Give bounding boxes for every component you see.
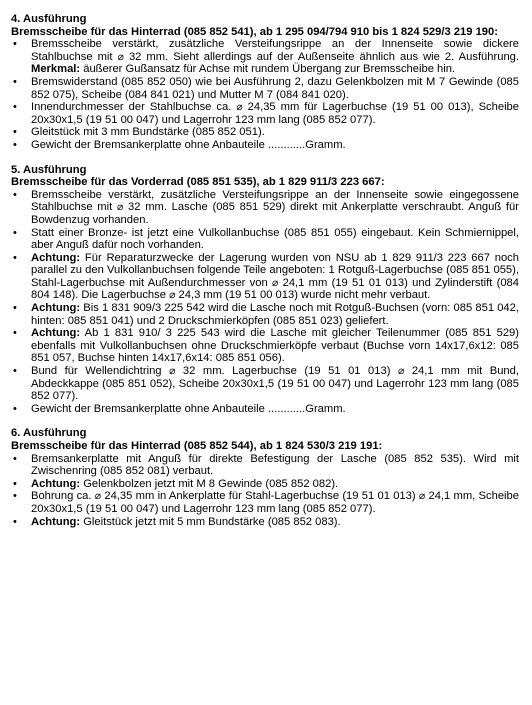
bullet-icon: •: [13, 402, 17, 415]
bullet-icon: •: [13, 188, 17, 201]
bullet-icon: •: [13, 490, 17, 503]
item-text: 32 mm. Lasche (085 851 529) direkt mit Ankerplatte verschraubt. Anguß für Bowdenzug vorhanden.: [31, 201, 519, 226]
item-text: 24,35 mm in Ankerplatte für Stahl-Lagerbuchse (19 51 01 013): [101, 490, 419, 503]
section-subheading: Bremsscheibe für das Vorderrad (085 851 535), ab 1 829 911/3 223 667:: [11, 176, 385, 189]
list-item: [11, 478, 519, 491]
item-text: Statt einer Bronze- ist jetzt eine Vulkollanbuchse (085 851 055) eingebaut. Kein Schmiernippel, aber Anguß dafür noch vorhanden.: [31, 226, 519, 252]
bullet-icon: •: [13, 477, 17, 490]
section-6: [11, 427, 519, 528]
bullet-list: [11, 38, 519, 151]
item-text: Bremswiderstand (085 852 050) wie bei Ausführung 2, dazu Gelenkbolzen mit M 7 Gewinde (085 852 075), Scheibe (084 841 021) und Mutter M 7 (084 841 020).: [31, 75, 519, 101]
bold-label: Achtung:: [31, 515, 81, 528]
diameter-symbol: ⌀: [397, 365, 405, 378]
item-text: 32 mm. Sieht allerdings auf der Außenseite ähnlich aus wie 2. Ausführung.: [123, 50, 519, 63]
item-text: Innendurchmesser der Stahlbuchse ca.: [31, 101, 237, 114]
item-text: 24,3 mm (19 51 00 013) wurde nicht mehr verbaut.: [175, 289, 431, 302]
bullet-icon: •: [13, 515, 17, 528]
list-item: [11, 302, 519, 327]
list-item: [11, 327, 519, 365]
bullet-icon: •: [13, 302, 17, 315]
diameter-symbol: ⌀: [116, 201, 124, 214]
bullet-icon: •: [13, 38, 17, 51]
bullet-icon: •: [13, 138, 17, 151]
diameter-symbol: ⌀: [169, 289, 176, 302]
item-text: Bund für Wellendichtring: [31, 365, 170, 378]
item-text: 24,1 mm, Scheibe 20x30x1,5 (19 51 00 047) und Lagerrohr 123 mm lang (085 852 077).: [31, 490, 519, 515]
section-subheading: Bremsscheibe für das Hinterrad (085 852 544), ab 1 824 530/3 219 191:: [11, 440, 383, 452]
section-subheading: Bremsscheibe für das Hinterrad (085 852 541), ab 1 295 094/794 910 bis 1 824 529/3 219 190:: [11, 25, 498, 38]
diameter-symbol: ⌀: [236, 101, 243, 114]
list-item: [11, 189, 519, 227]
bullet-list: [11, 453, 519, 529]
bullet-icon: •: [13, 75, 17, 88]
diameter-symbol: ⌀: [169, 365, 176, 378]
item-text: Bremsscheibe verstärkt, zusätzliche Versteifungsrippe an der Innenseite sowie dickere Stahlbuchse mit: [31, 38, 519, 63]
section-heading: 5. Ausführung: [11, 163, 87, 176]
item-text: 32 mm. Lagerbuchse (19 51 01 013): [175, 365, 398, 378]
bullet-icon: •: [13, 251, 17, 264]
bullet-icon: •: [13, 101, 17, 114]
list-item: [11, 38, 519, 76]
item-text: Bohrung ca.: [31, 490, 95, 503]
item-text: Bremsankerplatte mit Anguß für direkte Befestigung der Lasche (085 852 535). Wird mit Zwischenring (085 852 081) verbaut.: [31, 452, 519, 478]
item-text: Für Reparaturzwecke der Lagerung wurden von NSU ab 1 829 911/3 223 667 noch parallel zu den Vulkollanbuchsen folgende Teile angeboten: 1 Rotguß-Lagerbuchse (085 851 055), Stahl-Lagerbuchse mit Außendurchmesser von: [31, 251, 519, 289]
item-text: Ab 1 831 910/ 3 225 543 wird die Lasche mit gleicher Teilenummer (085 851 529) ebenfalls mit Vulkollanbuchsen ohne Druckschmierköpfe verbaut (Buchse vorn 14x17,6x12: 085 851 057, Buchse hinten 14x17,6x14: 085 851 056).: [31, 327, 519, 365]
bullet-icon: •: [13, 327, 17, 340]
bullet-icon: •: [13, 452, 17, 465]
bold-label: Merkmal:: [31, 63, 81, 76]
bullet-icon: •: [13, 126, 17, 139]
list-item: [11, 252, 519, 302]
diameter-symbol: ⌀: [94, 490, 102, 503]
section-heading: 6. Ausführung: [11, 427, 87, 440]
list-item: [11, 490, 519, 515]
item-text: 24,1 mm (19 51 01 013) und Zylinderstift (084 804 148). Die Lagerbuchse: [31, 276, 519, 302]
item-text: Gewicht der Bremsankerplatte ohne Anbauteile ............Gramm.: [31, 402, 346, 415]
item-text: Bis 1 831 909/3 225 542 wird die Lasche noch mit Rotguß-Buchsen (vorn: 085 851 042, hinten: 085 851 041) und 2 Druckschmierköpfen (085 851 023) geliefert.: [31, 302, 519, 327]
section-4: [11, 13, 519, 152]
list-item: [11, 453, 519, 478]
list-item: [11, 227, 519, 252]
section-heading: 4. Ausführung: [11, 13, 87, 25]
list-item: [11, 403, 519, 416]
bold-label: Achtung:: [31, 251, 81, 264]
section-5: [11, 164, 519, 416]
diameter-symbol: ⌀: [418, 490, 426, 503]
document-page: [11, 13, 519, 528]
item-text: Gewicht der Bremsankerplatte ohne Anbauteile ............Gramm.: [31, 138, 346, 151]
diameter-symbol: ⌀: [117, 50, 124, 63]
list-item: [11, 516, 519, 529]
bullet-icon: •: [13, 365, 17, 378]
bold-label: Achtung:: [31, 302, 81, 315]
bullet-list: [11, 189, 519, 416]
bullet-icon: •: [13, 226, 17, 239]
list-item: [11, 101, 519, 126]
list-item: [11, 76, 519, 101]
list-item: [11, 139, 519, 152]
list-item: [11, 365, 519, 403]
diameter-symbol: ⌀: [272, 276, 279, 289]
item-text: Bremsscheibe verstärkt, zusätzliche Versteifungsrippe an der Innenseite sowie eingegossene Stahlbuchse mit: [31, 188, 519, 214]
list-item: [11, 126, 519, 139]
item-text: 24,1 mm mit Bund, Abdeckkappe (085 851 052), Scheibe 20x30x1,5 (19 51 00 047) und Lagerrohr 123 mm lang (085 852 077).: [31, 365, 519, 403]
item-text: äußerer Gußansatz für Achse mit rundem Übergang zur Bremsscheibe hin.: [80, 63, 456, 76]
item-text: Gleitstück mit 3 mm Bundstärke (085 852 051).: [31, 126, 265, 139]
item-text: 24,35 mm für Lagerbuchse (19 51 00 013), Scheibe 20x30x1,5 (19 51 00 047) und Lagerrohr 123 mm lang (085 852 077).: [31, 101, 520, 126]
item-text: Gelenkbolzen jetzt mit M 8 Gewinde (085 852 082).: [80, 477, 339, 490]
bold-label: Achtung:: [31, 327, 81, 340]
bold-label: Achtung:: [31, 477, 81, 490]
item-text: Gleitstück jetzt mit 5 mm Bundstärke (085 852 083).: [80, 515, 341, 528]
